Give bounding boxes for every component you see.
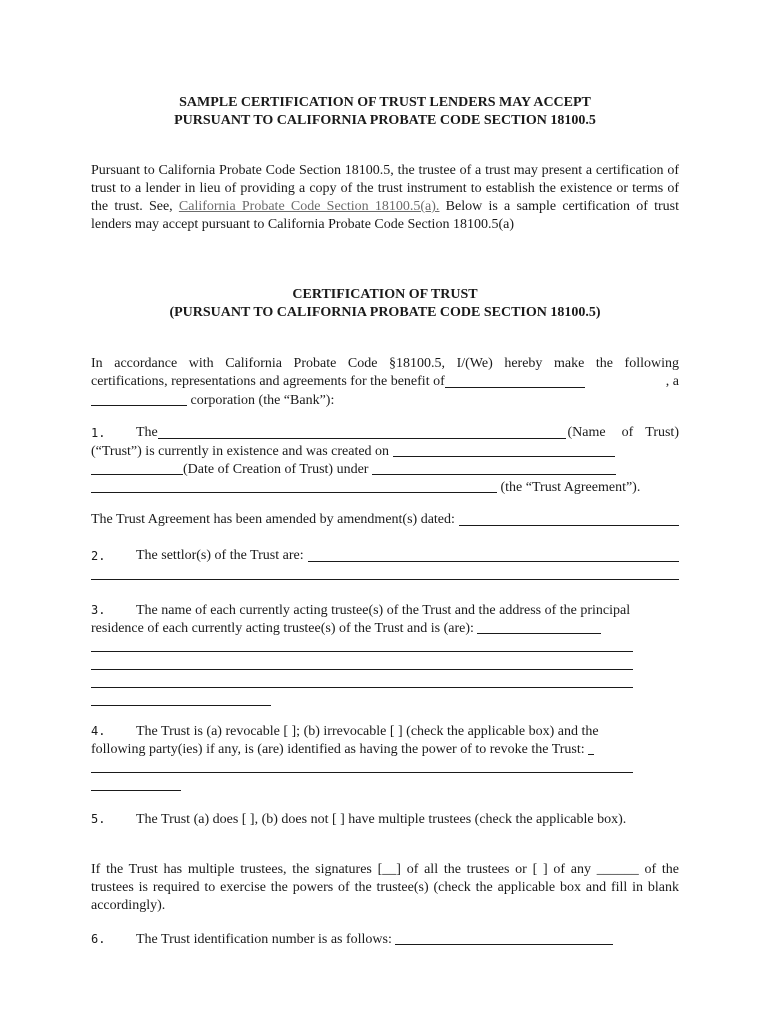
item-5-number: 5. (91, 812, 106, 826)
revoke-party-blank-3[interactable] (91, 776, 181, 791)
intro-text-2: Below is a sample certification of trust lenders may accept pursuant to California Probate Code Section 18100.5(a) (91, 199, 679, 232)
item-3-text-2: residence of each currently acting trustee(s) of the Trust and is (are): (91, 621, 478, 636)
item-3-line-4 (91, 655, 679, 673)
corporation-state-blank[interactable] (91, 391, 187, 406)
item-1-text-3: (Date of Creation of Trust) under (183, 462, 372, 477)
item-4-line-1 (91, 722, 679, 740)
amended-text: The Trust Agreement has been amended by amendment(s) dated: (91, 512, 455, 527)
cert-title-line-1: CERTIFICATION OF TRUST (292, 287, 478, 302)
trustees-blank-4[interactable] (91, 673, 633, 688)
item-4 (91, 722, 679, 794)
item-4-text-2: following party(ies) if any, is (are) identified as having the power of to revoke the Trust: (91, 742, 589, 757)
title-line-1: SAMPLE CERTIFICATION OF TRUST LENDERS MAY ACCEPT (179, 95, 591, 110)
item-1 (91, 424, 679, 496)
creation-date-blank-2[interactable] (91, 460, 183, 475)
amendment-dates-blank[interactable] (459, 511, 679, 526)
item-2-line-2 (91, 565, 679, 583)
accordance-text-2a: certifications, representations and agreements for the benefit of (91, 374, 445, 389)
accordance-paragraph (91, 355, 679, 409)
trustees-blank-5[interactable] (91, 691, 271, 706)
trustees-blank-2[interactable] (91, 637, 633, 652)
item-1-line-1 (91, 424, 679, 442)
item-1-of: of (621, 425, 634, 440)
item-4-text-1: The Trust is (a) revocable [ ]; (b) irrevocable [ ] (check the applicable box) and the (136, 724, 599, 739)
item-5 (91, 810, 679, 829)
item-3-line-5 (91, 673, 679, 691)
bank-name-blank[interactable] (445, 373, 585, 388)
cert-title-line-2: (PURSUANT TO CALIFORNIA PROBATE CODE SECTION 18100.5) (169, 305, 601, 320)
item-4-line-4 (91, 776, 679, 794)
item-3 (91, 601, 679, 709)
item-6-line-1 (91, 930, 679, 948)
accordance-line-1: In accordance with California Probate Code §18100.5, I/(We) hereby make the following (91, 356, 679, 371)
creation-date-blank[interactable] (393, 442, 615, 457)
multiple-trustees-text: If the Trust has multiple trustees, the signatures [__] of all the trustees or [ ] of any ______ of the trustees is required to exercise the powers of the trustee(s) (check the applicable box and fill in blank accordingly). (91, 862, 679, 913)
item-2-text: The settlor(s) of the Trust are: (136, 548, 304, 563)
trustees-blank[interactable] (477, 619, 601, 634)
item-1-trust-paren: Trust) (645, 425, 679, 440)
revoke-party-blank-2[interactable] (91, 758, 633, 773)
revoke-party-blank[interactable] (588, 740, 594, 755)
intro-text-1: Pursuant to California Probate Code Section 18100.5, the trustee of a trust may present a certification of trust to a lender in lieu of providing a copy of the trust instrument to establish the existence or terms of the trust. See, (91, 163, 679, 214)
accordance-text-2b: , a (665, 374, 679, 389)
item-3-number: 3. (91, 603, 106, 617)
item-3-line-3 (91, 637, 679, 655)
item-6-number: 6. (91, 932, 106, 946)
accordance-text-3: corporation (the “Bank”): (187, 393, 335, 408)
title-line-2: PURSUANT TO CALIFORNIA PROBATE CODE SECTION 18100.5 (174, 113, 596, 128)
item-1-text-4: (the “Trust Agreement”). (497, 480, 641, 495)
item-4-line-3 (91, 758, 679, 776)
item-2-number: 2. (91, 549, 106, 563)
item-5-text: The Trust (a) does [ ], (b) does not [ ] have multiple trustees (check the applicable box). (136, 812, 627, 827)
item-1-number: 1. (91, 426, 106, 440)
item-4-line-2 (91, 740, 679, 758)
item-3-line-6 (91, 691, 679, 709)
item-1-name-of: (Name (567, 425, 606, 440)
amended-line (91, 511, 679, 529)
item-1-line-4 (91, 478, 679, 496)
accordance-line-3 (91, 391, 679, 409)
certification-title (91, 286, 679, 322)
document-title (91, 94, 679, 130)
item-1-the: The (136, 425, 158, 440)
intro-paragraph (91, 162, 679, 234)
trust-name-blank[interactable] (158, 424, 566, 439)
accordance-line-2 (91, 373, 679, 391)
trust-agreement-blank[interactable] (372, 460, 616, 475)
item-3-line-1 (91, 601, 679, 619)
item-6-text: The Trust identification number is as follows: (136, 932, 396, 947)
item-2-line-1 (91, 547, 679, 565)
item-1-line-2 (91, 442, 679, 460)
trustees-blank-3[interactable] (91, 655, 633, 670)
multiple-trustees-paragraph (91, 861, 679, 915)
item-4-number: 4. (91, 724, 106, 738)
item-2 (91, 547, 679, 583)
item-1-line-3 (91, 460, 679, 478)
settlors-blank-2[interactable] (91, 565, 679, 580)
trust-agreement-blank-2[interactable] (91, 478, 497, 493)
item-1-text-2: (“Trust”) is currently in existence and was created on (91, 444, 393, 459)
probate-code-link[interactable]: California Probate Code Section 18100.5(a). (178, 199, 440, 214)
trust-id-blank[interactable] (395, 930, 613, 945)
item-6 (91, 930, 679, 948)
item-3-text-1: The name of each currently acting trustee(s) of the Trust and the address of the principal (136, 603, 631, 618)
settlors-blank[interactable] (308, 547, 679, 562)
item-3-line-2 (91, 619, 679, 637)
